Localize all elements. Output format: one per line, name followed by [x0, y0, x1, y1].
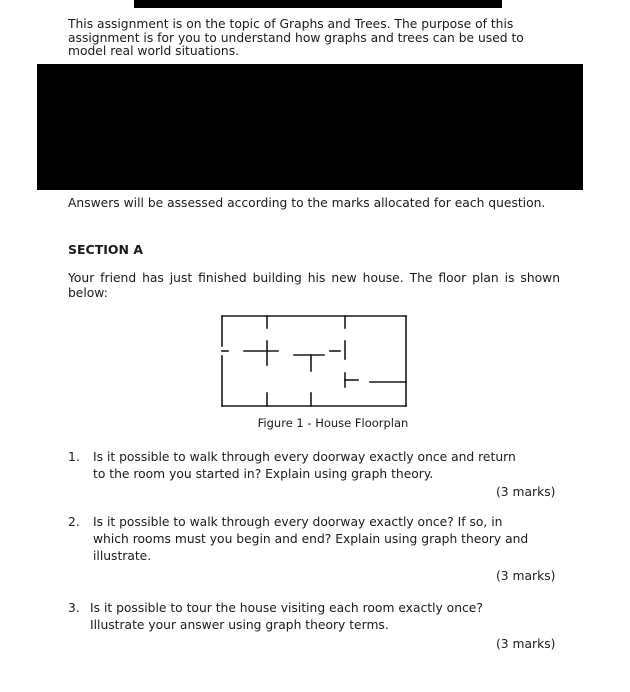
- scenario-paragraph: Your friend has just finished building his new house. The floor plan is shown below:: [68, 271, 560, 300]
- intro-line-3: model real world situations.: [68, 44, 240, 58]
- question-number: 3.: [68, 601, 80, 615]
- question-number: 2.: [68, 515, 80, 529]
- question-line: Is it possible to walk through every doorway exactly once? If so, in: [93, 515, 503, 529]
- question-line: Is it possible to walk through every doorway exactly once and return: [93, 450, 516, 464]
- question-3-marks: (3 marks): [496, 637, 556, 651]
- question-text: [93, 449, 516, 483]
- question-line: to the room you started in? Explain using graph theory.: [93, 467, 434, 481]
- redacted-block: [37, 64, 583, 190]
- intro-line-2: assignment is for you to understand how graphs and trees can be used to: [68, 30, 524, 45]
- house-floorplan: [218, 313, 410, 409]
- question-line: Illustrate your answer using graph theory terms.: [90, 618, 389, 632]
- intro-line-1: This assignment is on the topic of Graphs and Trees. The purpose of this: [68, 17, 514, 31]
- question-number: 1.: [68, 450, 80, 464]
- question-line: Is it possible to tour the house visiting each room exactly once?: [90, 601, 483, 615]
- question-2-marks: (3 marks): [496, 569, 556, 583]
- section-title: SECTION A: [68, 242, 144, 257]
- question-3: [68, 600, 560, 636]
- question-1: [68, 449, 560, 485]
- redacted-header-bar: [134, 0, 502, 8]
- intro-paragraph: [68, 18, 558, 59]
- question-2: [68, 514, 560, 568]
- assessment-note: Answers will be assessed according to the marks allocated for each question.: [68, 196, 546, 210]
- figure-caption: Figure 1 - House Floorplan: [257, 416, 409, 430]
- question-line: illustrate.: [93, 549, 152, 563]
- question-1-marks: (3 marks): [496, 485, 556, 499]
- question-text: [90, 600, 483, 634]
- question-line: which rooms must you begin and end? Explain using graph theory and: [93, 532, 529, 546]
- question-text: [93, 514, 528, 565]
